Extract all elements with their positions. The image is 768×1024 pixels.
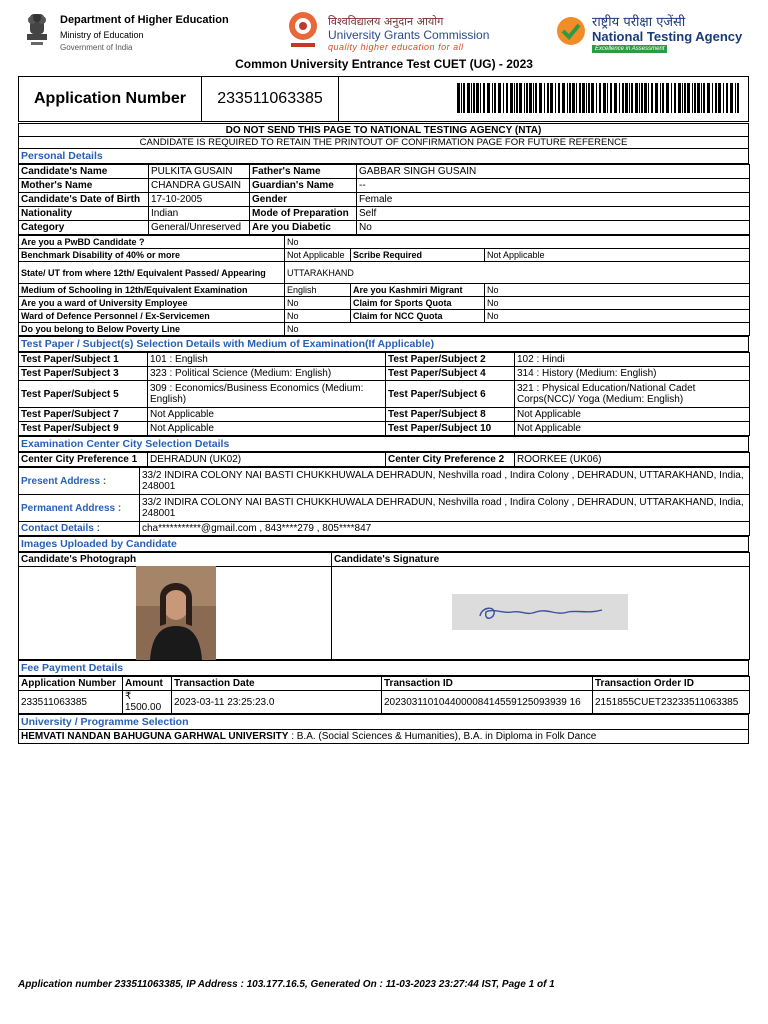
barcode-bar: [703, 83, 705, 113]
barcode-bar: [567, 83, 568, 113]
signature-cell: [332, 567, 750, 660]
fee-value-cell: 2023-03-11 23:25:23.0: [172, 691, 382, 714]
barcode-bar: [648, 83, 649, 113]
value-candidate-name: PULKITA GUSAIN: [149, 165, 250, 179]
value-ward-university: No: [285, 297, 351, 310]
value-ncc-quota: No: [485, 310, 750, 323]
value-category: General/Unreserved: [149, 221, 250, 235]
value-dob: 17-10-2005: [149, 193, 250, 207]
barcode-bar: [674, 83, 676, 113]
barcode-bar: [692, 83, 693, 113]
fee-header-cell: Application Number: [19, 677, 123, 691]
value-pwbd: No: [285, 236, 750, 249]
university-section: [18, 714, 749, 744]
barcode-bar: [687, 83, 690, 113]
value-present-address: 33/2 INDIRA COLONY NAI BASTI CHUKKHUWALA DEHRADUN, Neshvilla road , Indira Colony , DEHRADUN, UTTARAKHAND, India, 248001: [140, 468, 750, 495]
candidate-photograph: [136, 566, 216, 660]
application-number-value: 233511063385: [202, 77, 339, 121]
label-guardian-name: Guardian's Name: [250, 179, 357, 193]
barcode-bar: [569, 83, 571, 113]
barcode-bar: [555, 83, 556, 113]
barcode-bar: [684, 83, 686, 113]
additional-details-table: [18, 235, 750, 336]
subject-label: Test Paper/Subject 4: [386, 367, 515, 381]
nta-logo-icon: [556, 16, 586, 46]
dept-title: Department of Higher Education: [60, 14, 229, 26]
barcode-bar: [519, 83, 522, 113]
fee-header-cell: Transaction Date: [172, 677, 382, 691]
barcode-bar: [586, 83, 587, 113]
value-mode-of-preparation: Self: [357, 207, 750, 221]
candidate-signature: [452, 594, 628, 630]
barcode-bar: [629, 83, 630, 113]
value-medium-schooling: English: [285, 284, 351, 297]
nta-tagline: Excellence in Assessment: [592, 45, 667, 53]
barcode-bar: [607, 83, 608, 113]
value-permanent-address: 33/2 INDIRA COLONY NAI BASTI CHUKKHUWALA DEHRADUN, Neshvilla road , Indira Colony , DEHRADUN, UTTARAKHAND, India, 248001: [140, 495, 750, 522]
address-table: [18, 467, 750, 536]
barcode-bar: [641, 83, 643, 113]
barcode-bar: [737, 83, 739, 113]
page-footer: Application number 233511063385, IP Address : 103.177.16.5, Generated On : 11-03-2023 23:27:44 IST, Page 1 of 1: [18, 979, 555, 990]
barcode-bar: [467, 83, 470, 113]
barcode-bar: [730, 83, 733, 113]
barcode-bar: [461, 83, 462, 113]
barcode-bar: [516, 83, 518, 113]
barcode-bar: [666, 83, 669, 113]
label-scribe: Scribe Required: [351, 249, 485, 262]
barcode-bar: [588, 83, 590, 113]
barcode-bar: [503, 83, 504, 113]
barcode-bar: [494, 83, 496, 113]
ugc-name: University Grants Commission: [328, 28, 490, 42]
barcode-bar: [723, 83, 724, 113]
barcode-bar: [558, 83, 560, 113]
subject-label: Test Paper/Subject 10: [386, 422, 515, 436]
subject-value: Not Applicable: [148, 422, 386, 436]
value-guardian-name: --: [357, 179, 750, 193]
notice-retain-printout: CANDIDATE IS REQUIRED TO RETAIN THE PRINTOUT OF CONFIRMATION PAGE FOR FUTURE REFERENCE: [19, 137, 749, 149]
value-scribe: Not Applicable: [485, 249, 750, 262]
label-dob: Candidate's Date of Birth: [19, 193, 149, 207]
barcode-icon: [457, 83, 743, 113]
university-selection: [19, 730, 749, 744]
fee-table: [18, 676, 750, 714]
section-personal-details: Personal Details: [19, 149, 749, 164]
page-title: Common University Entrance Test CUET (UG) - 2023: [235, 57, 533, 71]
barcode-bar: [535, 83, 537, 113]
subjects-table: [18, 352, 750, 436]
barcode-bar: [582, 83, 585, 113]
barcode-bar: [726, 83, 728, 113]
label-category: Category: [19, 221, 149, 235]
label-photograph: Candidate's Photograph: [19, 553, 332, 567]
ugc-tagline: quality higher education for all: [328, 42, 464, 52]
value-contact-details: cha***********@gmail.com , 843****279 , 805****847: [140, 522, 750, 536]
fee-header-cell: Transaction Order ID: [593, 677, 750, 691]
barcode-bar: [576, 83, 577, 113]
barcode-bar: [619, 83, 620, 113]
barcode-bar: [579, 83, 581, 113]
barcode-bar: [662, 83, 664, 113]
barcode-bar: [631, 83, 633, 113]
subject-value: Not Applicable: [515, 408, 750, 422]
subject-value: 323 : Political Science (Medium: English): [148, 367, 386, 381]
value-kashmiri-migrant: No: [485, 284, 750, 297]
subject-value: 102 : Hindi: [515, 353, 750, 367]
ugc-logo-icon: [286, 10, 320, 54]
fee-section: [18, 660, 749, 676]
application-number-label: Application Number: [19, 77, 202, 121]
label-center-pref-1: Center City Preference 1: [19, 453, 148, 467]
value-center-pref-1: DEHRADUN (UK02): [148, 453, 386, 467]
label-mother-name: Mother's Name: [19, 179, 149, 193]
dept-government: Government of India: [60, 43, 133, 52]
barcode-bar: [550, 83, 553, 113]
center-table: [18, 452, 750, 467]
subject-row: [19, 422, 750, 436]
value-sports-quota: No: [485, 297, 750, 310]
section-fee-payment: Fee Payment Details: [19, 661, 749, 676]
section-center-city: Examination Center City Selection Details: [19, 437, 749, 452]
value-bpl: No: [285, 323, 750, 336]
subject-label: Test Paper/Subject 9: [19, 422, 148, 436]
barcode-bar: [476, 83, 479, 113]
barcode-bar: [498, 83, 501, 113]
subject-value: 101 : English: [148, 353, 386, 367]
barcode-bar: [644, 83, 647, 113]
subject-value: Not Applicable: [515, 422, 750, 436]
label-candidate-name: Candidate's Name: [19, 165, 149, 179]
subject-value: Not Applicable: [148, 408, 386, 422]
barcode-bar: [694, 83, 696, 113]
subject-label: Test Paper/Subject 5: [19, 381, 148, 408]
application-number-box: [18, 76, 749, 122]
barcode-bar: [682, 83, 683, 113]
barcode-bar: [562, 83, 565, 113]
barcode-bar: [625, 83, 628, 113]
barcode-bar: [735, 83, 736, 113]
barcode-bar: [671, 83, 672, 113]
barcode-bar: [463, 83, 465, 113]
barcode-bar: [651, 83, 653, 113]
label-medium-schooling: Medium of Schooling in 12th/Equivalent Examination: [19, 284, 285, 297]
images-table: [18, 552, 750, 660]
value-father-name: GABBAR SINGH GUSAIN: [357, 165, 750, 179]
subject-label: Test Paper/Subject 2: [386, 353, 515, 367]
barcode-bar: [707, 83, 710, 113]
notice-do-not-send: DO NOT SEND THIS PAGE TO NATIONAL TESTING AGENCY (NTA): [19, 124, 749, 137]
university-name: HEMVATI NANDAN BAHUGUNA GARHWAL UNIVERSITY: [21, 731, 289, 742]
fee-value-cell: 2151855CUET23233511063385: [593, 691, 750, 714]
label-ward-university: Are you a ward of University Employee: [19, 297, 285, 310]
label-benchmark-disability: Benchmark Disability of 40% or more: [19, 249, 285, 262]
barcode-bar: [526, 83, 528, 113]
subject-row: [19, 408, 750, 422]
ugc-header: [286, 10, 506, 56]
section-university: University / Programme Selection: [19, 715, 749, 730]
fee-header-cell: Transaction ID: [382, 677, 593, 691]
barcode-bar: [603, 83, 606, 113]
nta-name: National Testing Agency: [592, 29, 743, 44]
barcode-bar: [701, 83, 702, 113]
fee-value-cell: 233511063385: [19, 691, 123, 714]
barcode-bar: [457, 83, 460, 113]
barcode-bar: [715, 83, 717, 113]
subject-label: Test Paper/Subject 8: [386, 408, 515, 422]
center-section: [18, 436, 749, 452]
notice-table: [18, 123, 749, 164]
label-permanent-address: Permanent Address :: [19, 495, 140, 522]
label-contact-details: Contact Details :: [19, 522, 140, 536]
subject-label: Test Paper/Subject 1: [19, 353, 148, 367]
barcode-bar: [678, 83, 681, 113]
label-diabetic: Are you Diabetic: [250, 221, 357, 235]
subject-label: Test Paper/Subject 3: [19, 367, 148, 381]
barcode-bar: [492, 83, 493, 113]
value-gender: Female: [357, 193, 750, 207]
label-mode-of-preparation: Mode of Preparation: [250, 207, 357, 221]
fee-value-cell: ₹ 1500.00: [123, 691, 172, 714]
label-bpl: Do you belong to Below Poverty Line: [19, 323, 285, 336]
label-ward-defence: Ward of Defence Personnel / Ex-Servicemen: [19, 310, 285, 323]
barcode-bar: [697, 83, 700, 113]
barcode-bar: [480, 83, 481, 113]
barcode-bar: [712, 83, 713, 113]
barcode-bar: [610, 83, 612, 113]
subject-value: 314 : History (Medium: English): [515, 367, 750, 381]
personal-details-table: [18, 164, 750, 235]
signature-scribble-icon: [452, 594, 628, 630]
label-nationality: Nationality: [19, 207, 149, 221]
value-benchmark-disability: Not Applicable: [285, 249, 351, 262]
dhe-header: [18, 10, 248, 56]
label-signature: Candidate's Signature: [332, 553, 750, 567]
barcode-bar: [473, 83, 475, 113]
dept-ministry: Ministry of Education: [60, 30, 144, 40]
barcode-bar: [506, 83, 508, 113]
label-sports-quota: Claim for Sports Quota: [351, 297, 485, 310]
barcode-bar: [487, 83, 490, 113]
images-section: [18, 536, 749, 552]
section-subjects: Test Paper / Subject(s) Selection Details with Medium of Examination(If Applicable): [19, 337, 749, 352]
university-programmes: : B.A. (Social Sciences & Humanities), B.A. in Diploma in Folk Dance: [288, 731, 597, 742]
subject-value: 309 : Economics/Business Economics (Medium: English): [148, 381, 386, 408]
barcode-bar: [635, 83, 638, 113]
barcode-bar: [596, 83, 597, 113]
barcode-bar: [514, 83, 515, 113]
subject-label: Test Paper/Subject 7: [19, 408, 148, 422]
label-state: State/ UT from where 12th/ Equivalent Passed/ Appearing: [19, 262, 285, 284]
ugc-hindi-name: विश्वविद्यालय अनुदान आयोग: [328, 15, 444, 28]
barcode-bar: [544, 83, 545, 113]
barcode-bar: [622, 83, 624, 113]
value-ward-defence: No: [285, 310, 351, 323]
subject-value: 321 : Physical Education/National Cadet Corps(NCC)/ Yoga (Medium: English): [515, 381, 750, 408]
label-present-address: Present Address :: [19, 468, 140, 495]
section-images: Images Uploaded by Candidate: [19, 537, 749, 552]
label-ncc-quota: Claim for NCC Quota: [351, 310, 485, 323]
barcode-bar: [539, 83, 542, 113]
value-diabetic: No: [357, 221, 750, 235]
barcode-bar: [614, 83, 617, 113]
nta-header: [556, 10, 756, 56]
value-state: UTTARAKHAND: [285, 262, 750, 284]
confirmation-details: [18, 123, 749, 744]
subject-row: [19, 381, 750, 408]
barcode-bar: [660, 83, 661, 113]
barcode-bar: [718, 83, 721, 113]
subject-row: [19, 353, 750, 367]
barcode-bar: [510, 83, 513, 113]
subject-label: Test Paper/Subject 6: [386, 381, 515, 408]
label-kashmiri-migrant: Are you Kashmiri Migrant: [351, 284, 485, 297]
value-center-pref-2: ROORKEE (UK06): [515, 453, 750, 467]
subject-row: [19, 367, 750, 381]
barcode-bar: [655, 83, 658, 113]
value-mother-name: CHANDRA GUSAIN: [149, 179, 250, 193]
barcode-bar: [529, 83, 532, 113]
fee-value-cell: 202303110104400008414559125093939 16: [382, 691, 593, 714]
barcode-bar: [639, 83, 640, 113]
barcode-bar: [572, 83, 575, 113]
barcode-bar: [471, 83, 472, 113]
barcode-bar: [599, 83, 601, 113]
label-center-pref-2: Center City Preference 2: [386, 453, 515, 467]
barcode-bar: [547, 83, 549, 113]
value-nationality: Indian: [149, 207, 250, 221]
fee-header-cell: Amount: [123, 677, 172, 691]
barcode-bar: [483, 83, 485, 113]
photo-cell: [19, 567, 332, 660]
nta-hindi-name: राष्ट्रीय परीक्षा एजेंसी: [592, 15, 686, 30]
national-emblem-icon: [22, 12, 52, 54]
barcode-bar: [524, 83, 525, 113]
label-pwbd: Are you a PwBD Candidate ?: [19, 236, 285, 249]
label-gender: Gender: [250, 193, 357, 207]
subjects-section: [18, 336, 749, 352]
barcode-bar: [591, 83, 594, 113]
label-father-name: Father's Name: [250, 165, 357, 179]
barcode-bar: [533, 83, 534, 113]
